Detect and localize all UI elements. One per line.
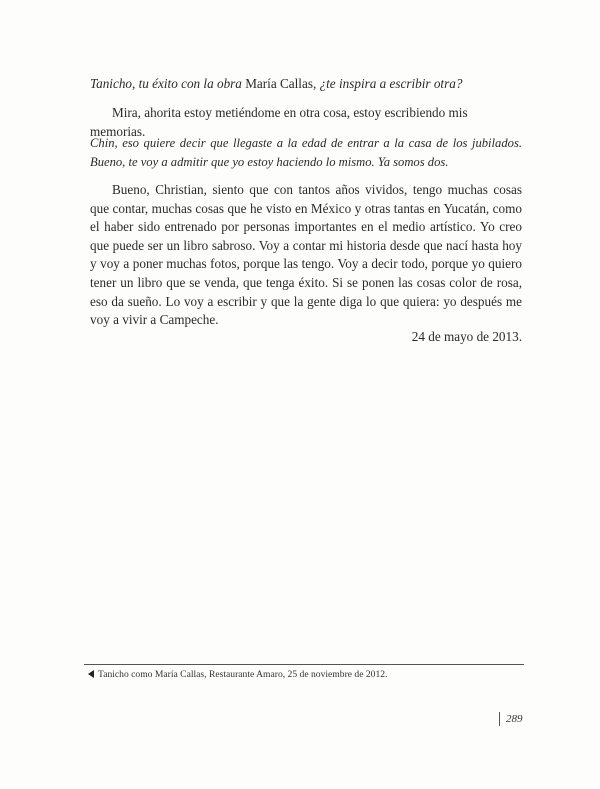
page-number-divider — [499, 712, 500, 726]
question-paragraph-2: Chin, eso quiere decir que llegaste a la edad de entrar a la casa de los jubilados. Bueno, te voy a admitir que yo estoy haciendo lo mismo. Ya somos dos. — [90, 136, 522, 169]
question-1-italic: Tanicho, tu éxito con la obra — [90, 76, 242, 91]
page-number: 289 — [506, 713, 523, 725]
answer-paragraph-1: Mira, ahorita estoy metiéndome en otra cosa, estoy escribiendo mis memorias. — [90, 105, 468, 139]
photo-caption — [88, 669, 387, 681]
date-line: 24 de mayo de 2013. — [411, 329, 522, 344]
caption-divider — [84, 664, 524, 665]
left-triangle-icon — [88, 670, 94, 678]
question-1-title: María Callas, — [245, 76, 317, 91]
question-paragraph-1 — [90, 75, 522, 94]
question-1-italic-end: ¿te inspira a escribir otra? — [319, 76, 463, 91]
caption-text: Tanicho como María Callas, Restaurante Amaro, 25 de noviembre de 2012. — [98, 669, 388, 680]
answer-paragraph-2: Bueno, Christian, siento que con tantos años vividos, tengo muchas cosas que contar, muchas cosas que he visto en México y otras tantas en Yucatán, como el haber sido entrenado por personas importantes en el medio artístico. Yo creo que puede ser un libro sabroso. Voy a contar mi historia desde que nací hasta hoy y voy a poner muchas fotos, porque las tengo. Voy a decir todo, porque yo quiero tener un libro que se venda, que tenga éxito. Si se ponen las cosas color de rosa, eso da sueño. Lo voy a escribir y que la gente diga lo que quiera: yo después me voy a vivir a Campeche. — [90, 182, 522, 328]
